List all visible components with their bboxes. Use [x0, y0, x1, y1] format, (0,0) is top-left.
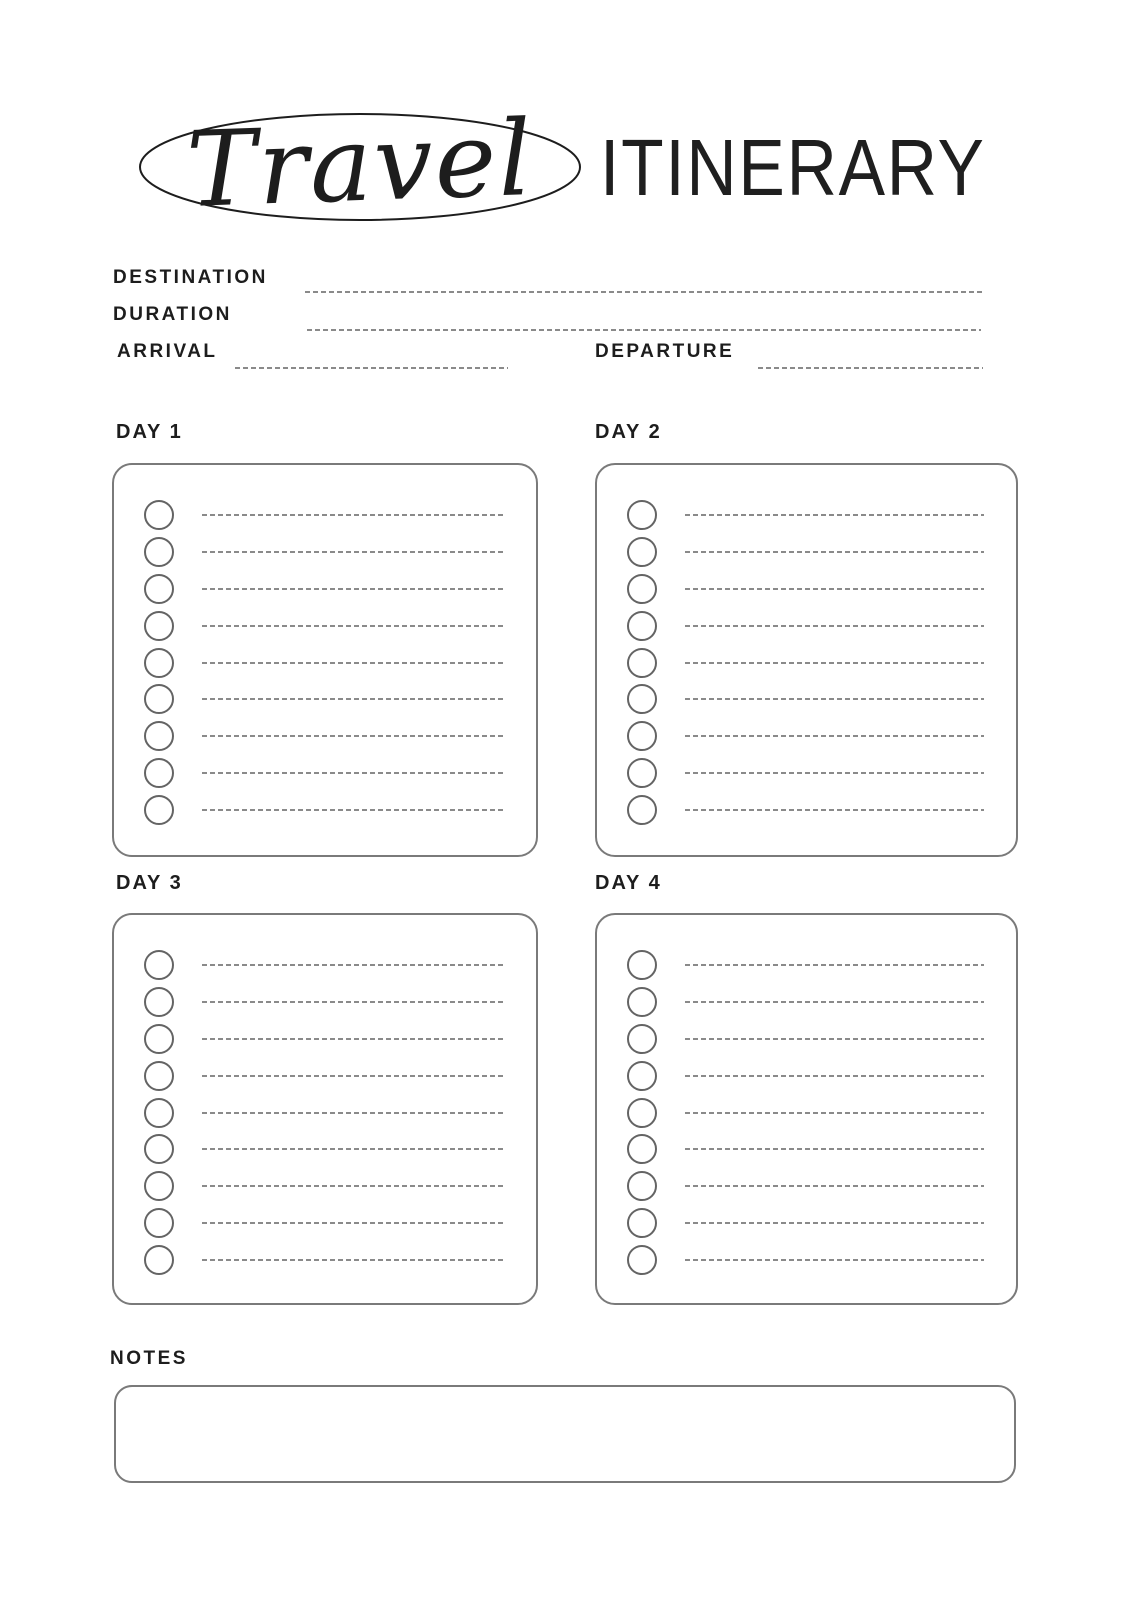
entry-line[interactable]: [685, 809, 984, 811]
checkbox-circle[interactable]: [627, 537, 657, 567]
checkbox-circle[interactable]: [144, 987, 174, 1017]
notes-input-area[interactable]: [114, 1385, 1016, 1483]
entry-line[interactable]: [685, 514, 984, 516]
checklist-row: [114, 644, 536, 681]
checklist-row: [114, 1057, 536, 1094]
checklist-row: [597, 1021, 1016, 1058]
entry-line[interactable]: [202, 588, 504, 590]
checkbox-circle[interactable]: [627, 795, 657, 825]
entry-line[interactable]: [685, 1185, 984, 1187]
checklist-row: [114, 1168, 536, 1205]
entry-line[interactable]: [202, 1075, 504, 1077]
checklist-row: [597, 1094, 1016, 1131]
entry-line[interactable]: [685, 1001, 984, 1003]
checkbox-circle[interactable]: [144, 1061, 174, 1091]
checkbox-circle[interactable]: [627, 987, 657, 1017]
day-3-label: DAY 3: [116, 872, 183, 894]
checklist-row: [597, 497, 1016, 534]
entry-line[interactable]: [685, 1075, 984, 1077]
checkbox-circle[interactable]: [144, 1245, 174, 1275]
departure-label: DEPARTURE: [595, 341, 735, 362]
entry-line[interactable]: [202, 1259, 504, 1261]
checkbox-circle[interactable]: [144, 574, 174, 604]
checklist-row: [597, 718, 1016, 755]
checkbox-circle[interactable]: [627, 1208, 657, 1238]
checklist-row: [597, 947, 1016, 984]
checkbox-circle[interactable]: [144, 1098, 174, 1128]
entry-line[interactable]: [202, 809, 504, 811]
entry-line[interactable]: [685, 662, 984, 664]
destination-label: DESTINATION: [113, 267, 268, 288]
checkbox-circle[interactable]: [627, 1245, 657, 1275]
checklist-row: [114, 718, 536, 755]
checklist-row: [597, 984, 1016, 1021]
day-2-checklist-box: [595, 463, 1018, 857]
checkbox-circle[interactable]: [144, 721, 174, 751]
entry-line[interactable]: [685, 698, 984, 700]
arrival-label: ARRIVAL: [117, 341, 218, 362]
checklist-row: [114, 791, 536, 828]
day-1-label: DAY 1: [116, 421, 183, 443]
notes-label: NOTES: [110, 1348, 188, 1369]
checklist-row: [114, 571, 536, 608]
checklist-row: [597, 534, 1016, 571]
entry-line[interactable]: [202, 1038, 504, 1040]
checklist-row: [114, 984, 536, 1021]
checkbox-circle[interactable]: [627, 758, 657, 788]
checkbox-circle[interactable]: [627, 721, 657, 751]
entry-line[interactable]: [685, 1148, 984, 1150]
entry-line[interactable]: [685, 588, 984, 590]
checkbox-circle[interactable]: [144, 1134, 174, 1164]
checklist-row: [114, 755, 536, 792]
checklist-row: [114, 534, 536, 571]
checkbox-circle[interactable]: [144, 950, 174, 980]
entry-line[interactable]: [202, 964, 504, 966]
checklist-row: [114, 497, 536, 534]
day-3-checklist-box: [112, 913, 538, 1305]
entry-line[interactable]: [202, 1112, 504, 1114]
checklist-row: [114, 1241, 536, 1278]
duration-input-line[interactable]: [307, 329, 981, 331]
entry-line[interactable]: [202, 1001, 504, 1003]
checkbox-circle[interactable]: [144, 500, 174, 530]
checkbox-circle[interactable]: [627, 500, 657, 530]
arrival-input-line[interactable]: [235, 367, 508, 369]
entry-line[interactable]: [202, 1185, 504, 1187]
checklist-row: [597, 1205, 1016, 1242]
checkbox-circle[interactable]: [627, 684, 657, 714]
entry-line[interactable]: [685, 551, 984, 553]
checklist-row: [597, 1131, 1016, 1168]
checkbox-circle[interactable]: [627, 574, 657, 604]
page-title-script: Travel: [184, 96, 536, 232]
checklist-row: [114, 947, 536, 984]
checklist-row: [597, 755, 1016, 792]
checklist-row: [114, 1131, 536, 1168]
entry-line[interactable]: [685, 1112, 984, 1114]
checkbox-circle[interactable]: [144, 1208, 174, 1238]
entry-line[interactable]: [685, 772, 984, 774]
checkbox-circle[interactable]: [144, 795, 174, 825]
checklist-row: [597, 571, 1016, 608]
day-1-checklist-box: [112, 463, 538, 857]
entry-line[interactable]: [685, 625, 984, 627]
checkbox-circle[interactable]: [627, 1171, 657, 1201]
day-4-label: DAY 4: [595, 872, 662, 894]
day-4-checklist-box: [595, 913, 1018, 1305]
checkbox-circle[interactable]: [627, 1098, 657, 1128]
entry-line[interactable]: [202, 625, 504, 627]
entry-line[interactable]: [202, 1148, 504, 1150]
checkbox-circle[interactable]: [627, 1061, 657, 1091]
entry-line[interactable]: [202, 698, 504, 700]
duration-label: DURATION: [113, 304, 232, 325]
destination-input-line[interactable]: [305, 291, 983, 293]
checkbox-circle[interactable]: [144, 758, 174, 788]
entry-line[interactable]: [202, 735, 504, 737]
checkbox-circle[interactable]: [144, 611, 174, 641]
checkbox-circle[interactable]: [144, 684, 174, 714]
entry-line[interactable]: [685, 735, 984, 737]
checkbox-circle[interactable]: [144, 648, 174, 678]
page-title-caps: ITINERARY: [600, 123, 986, 212]
checkbox-circle[interactable]: [144, 1024, 174, 1054]
checkbox-circle[interactable]: [627, 950, 657, 980]
checklist-row: [597, 644, 1016, 681]
entry-line[interactable]: [685, 1259, 984, 1261]
entry-line[interactable]: [202, 772, 504, 774]
entry-line[interactable]: [685, 1038, 984, 1040]
entry-line[interactable]: [202, 662, 504, 664]
checklist-row: [597, 1057, 1016, 1094]
checkbox-circle[interactable]: [144, 537, 174, 567]
checklist-row: [597, 1241, 1016, 1278]
checklist-row: [597, 607, 1016, 644]
checklist-row: [114, 1205, 536, 1242]
checklist-row: [597, 791, 1016, 828]
checkbox-circle[interactable]: [627, 611, 657, 641]
checkbox-circle[interactable]: [627, 648, 657, 678]
checkbox-circle[interactable]: [627, 1024, 657, 1054]
entry-line[interactable]: [685, 1222, 984, 1224]
entry-line[interactable]: [202, 551, 504, 553]
entry-line[interactable]: [685, 964, 984, 966]
checklist-row: [114, 681, 536, 718]
checklist-row: [114, 1094, 536, 1131]
departure-input-line[interactable]: [758, 367, 983, 369]
entry-line[interactable]: [202, 514, 504, 516]
checkbox-circle[interactable]: [627, 1134, 657, 1164]
checkbox-circle[interactable]: [144, 1171, 174, 1201]
checklist-row: [114, 607, 536, 644]
checklist-row: [597, 1168, 1016, 1205]
checklist-row: [597, 681, 1016, 718]
entry-line[interactable]: [202, 1222, 504, 1224]
checklist-row: [114, 1021, 536, 1058]
day-2-label: DAY 2: [595, 421, 662, 443]
